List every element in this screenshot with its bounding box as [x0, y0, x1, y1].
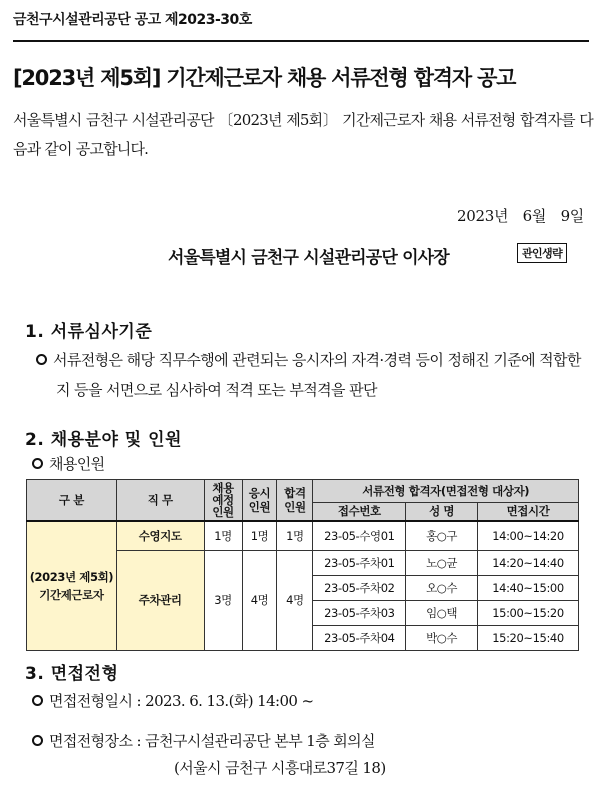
name-cell: 홍○구: [406, 521, 478, 550]
interview-datetime: [32, 690, 314, 711]
interview-time-cell: 14:20~14:40: [478, 550, 579, 575]
applicants-cell: 1명: [242, 521, 277, 550]
header-pass-group: 서류전형 합격자(면접전형 대상자): [313, 480, 579, 503]
section3-heading: 3. 면접전형: [25, 664, 119, 684]
job-cell: 주차관리: [116, 550, 204, 650]
interview-place: [32, 730, 375, 751]
passed-cell: 4명: [277, 550, 313, 650]
title-divider: [13, 40, 589, 42]
category-cell: (2023년 제5회) 기간제근로자: [27, 521, 117, 650]
section2-subheading-text: 채용인원: [49, 455, 105, 473]
name-cell: 오○수: [406, 575, 478, 600]
interview-time-cell: 14:00~14:20: [478, 521, 579, 550]
receipt-no-cell: 23-05-주차01: [313, 550, 406, 575]
receipt-no-cell: 23-05-주차02: [313, 575, 406, 600]
header-planned: [204, 480, 242, 522]
header-receipt-no: 접수번호: [313, 503, 406, 521]
planned-cell: 1명: [204, 521, 242, 550]
section1-heading: 1. 서류심사기준: [25, 322, 153, 342]
interview-datetime-text: 면접전형일시 : 2023. 6. 13.(화) 14:00 ~: [49, 692, 314, 710]
header-interview-time: 면접시간: [478, 503, 579, 521]
section1-criteria: [28, 345, 586, 405]
header-applicants-text: 응시인원: [248, 486, 271, 514]
bullet-circle-icon: [32, 695, 43, 706]
planned-cell: 3명: [204, 550, 242, 650]
bullet-circle-icon: [32, 735, 43, 746]
name-cell: 노○균: [406, 550, 478, 575]
section2-subheading: [32, 453, 105, 474]
header-passed-text: 합격인원: [284, 486, 306, 514]
receipt-no-cell: 23-05-주차04: [313, 625, 406, 650]
passed-cell: 1명: [277, 521, 313, 550]
name-cell: 임○택: [406, 600, 478, 625]
interview-time-cell: 15:20~15:40: [478, 625, 579, 650]
issuer-name: 서울특별시 금천구 시설관리공단 이사장: [168, 248, 449, 268]
section2-heading: 2. 채용분야 및 인원: [25, 430, 182, 450]
receipt-no-cell: 23-05-주차03: [313, 600, 406, 625]
bullet-circle-icon: [32, 458, 43, 469]
receipt-no-cell: 23-05-수영01: [313, 521, 406, 550]
notice-number: 금천구시설관리공단 공고 제2023-30호: [13, 12, 252, 28]
applicants-cell: 4명: [242, 550, 277, 650]
intro-paragraph: 서울특별시 금천구 시설관리공단 〔2023년 제5회〕 기간제근로자 채용 서류전형 합격자를 다음과 같이 공고합니다.: [13, 111, 593, 158]
announcement-date: 2023년 6월 9일: [457, 207, 584, 225]
header-name: 성 명: [406, 503, 478, 521]
bullet-circle-icon: [36, 354, 47, 365]
interview-address: (서울시 금천구 시흥대로37길 18): [174, 759, 386, 777]
header-job: 직 무: [116, 480, 204, 522]
table-header-row: [27, 480, 579, 503]
section1-text: 서류전형은 해당 직무수행에 관련되는 응시자의 자격·경력 등이 정해진 기준에 적합한지 등을 서면으로 심사하여 적격 또는 부적격을 판단: [53, 351, 581, 399]
interview-time-cell: 14:40~15:00: [478, 575, 579, 600]
name-cell: 박○수: [406, 625, 478, 650]
seal-omitted-badge: 관인생략: [517, 243, 567, 263]
job-cell: 수영지도: [116, 521, 204, 550]
header-applicants: [242, 480, 277, 522]
page-title: [2023년 제5회] 기간제근로자 채용 서류전형 합격자 공고: [13, 66, 516, 90]
header-passed: [277, 480, 313, 522]
header-planned-text: 채용예정인원: [212, 481, 234, 519]
header-category: 구 분: [27, 480, 117, 522]
table-row: [27, 521, 579, 550]
interview-time-cell: 15:00~15:20: [478, 600, 579, 625]
recruitment-table: [26, 479, 579, 651]
interview-place-text: 면접전형장소 : 금천구시설관리공단 본부 1층 회의실: [49, 732, 375, 750]
